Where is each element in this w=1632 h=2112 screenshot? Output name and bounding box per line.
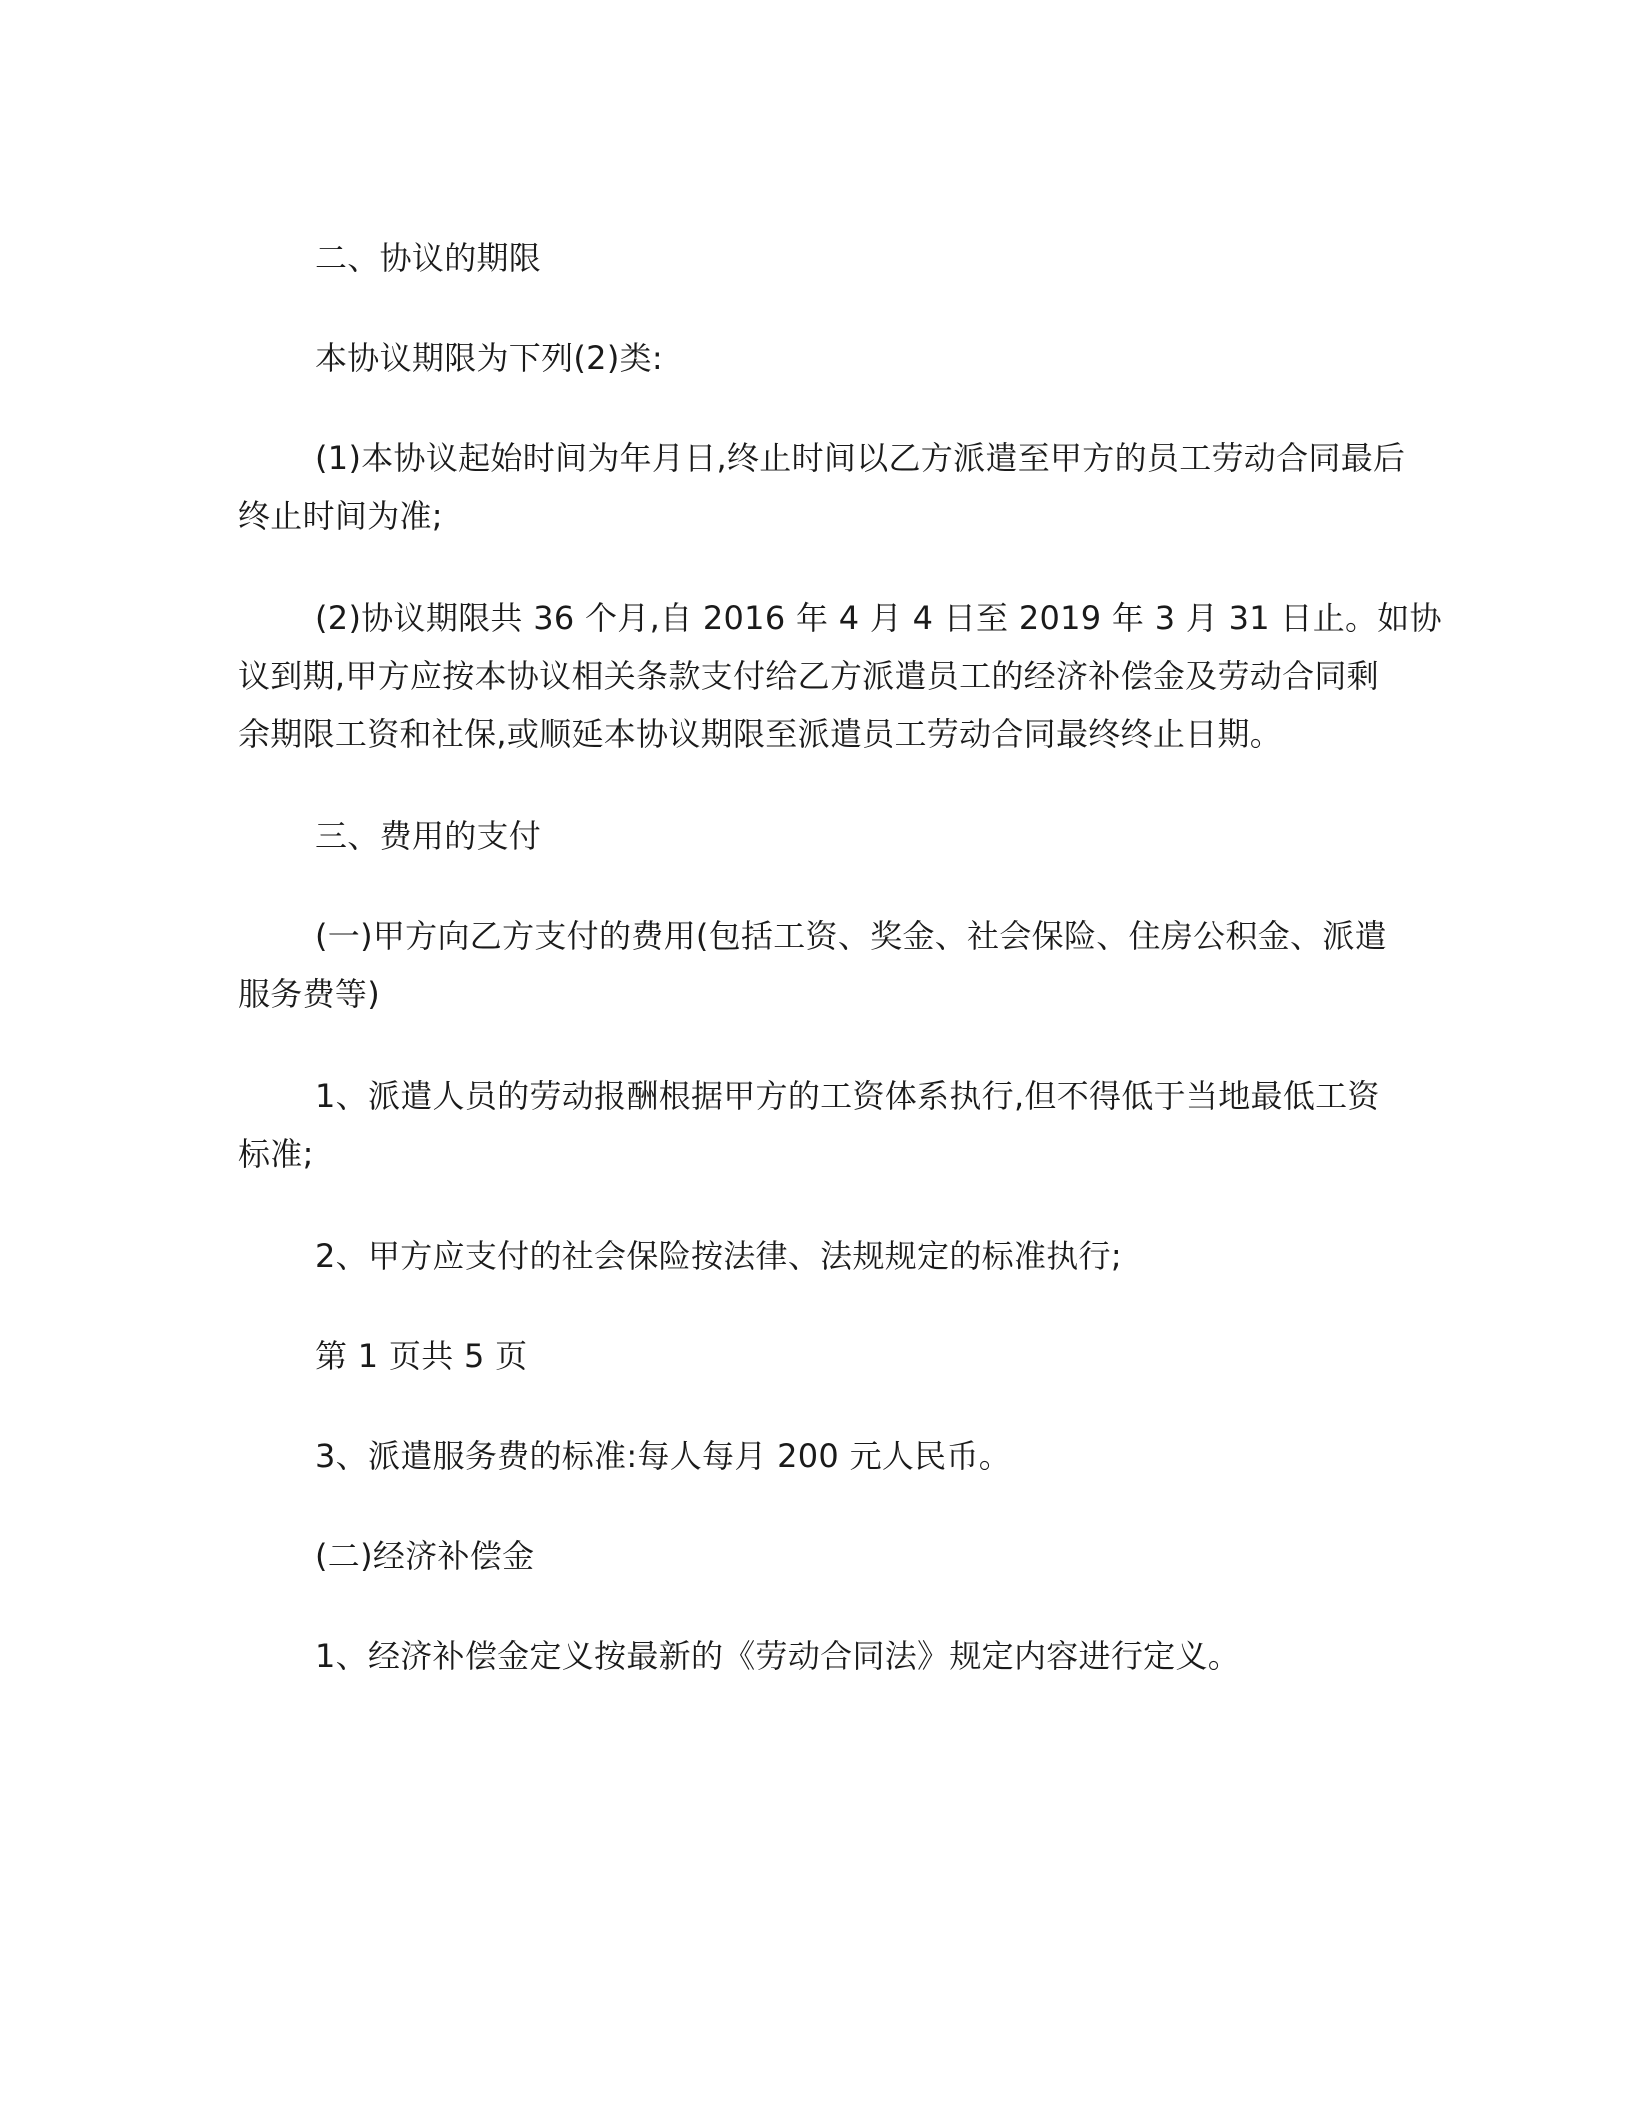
fee-subheading-a-line-2: 服务费等) <box>238 975 380 1013</box>
fee-subheading-a-line-1: (一)甲方向乙方支付的费用(包括工资、奖金、社会保险、住房公积金、派遣 <box>315 917 1387 955</box>
compensation-item-1: 1、经济补偿金定义按最新的《劳动合同法》规定内容进行定义。 <box>315 1637 1241 1675</box>
term-intro: 本协议期限为下列(2)类: <box>315 339 664 377</box>
fee-item-3: 3、派遣服务费的标准:每人每月 200 元人民币。 <box>315 1437 1012 1475</box>
term-option-2-line-3: 余期限工资和社保,或顺延本协议期限至派遣员工劳动合同最终终止日期。 <box>238 715 1283 753</box>
fee-item-2: 2、甲方应支付的社会保险按法律、法规规定的标准执行; <box>315 1237 1122 1275</box>
fee-item-1-line-2: 标准; <box>238 1135 314 1173</box>
section-heading-term: 二、协议的期限 <box>315 239 542 277</box>
fee-subheading-b: (二)经济补偿金 <box>315 1537 535 1575</box>
term-option-2-line-1: (2)协议期限共 36 个月,自 2016 年 4 月 4 日至 2019 年 3 月 31 日止。如协 <box>315 599 1442 637</box>
term-option-1-line-1: (1)本协议起始时间为年月日,终止时间以乙方派遣至甲方的员工劳动合同最后 <box>315 439 1406 477</box>
term-option-1-line-2: 终止时间为准; <box>238 497 443 535</box>
fee-item-1-line-1: 1、派遣人员的劳动报酬根据甲方的工资体系执行,但不得低于当地最低工资 <box>315 1077 1380 1115</box>
page-marker: 第 1 页共 5 页 <box>315 1337 528 1375</box>
section-heading-fees: 三、费用的支付 <box>315 817 542 855</box>
term-option-2-line-2: 议到期,甲方应按本协议相关条款支付给乙方派遣员工的经济补偿金及劳动合同剩 <box>238 657 1379 695</box>
